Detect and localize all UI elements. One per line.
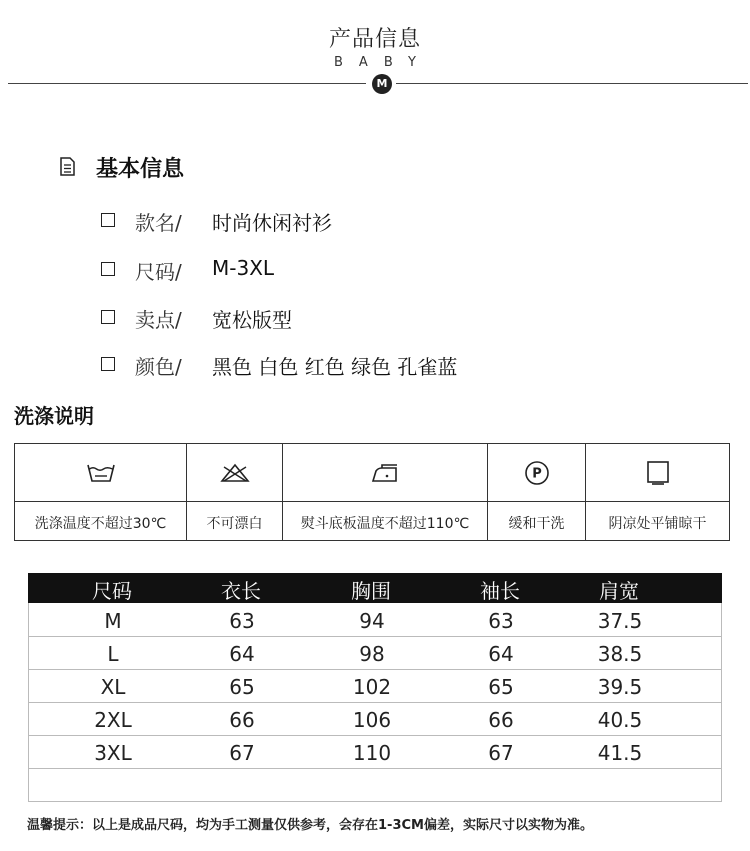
footnote: 温馨提示：以上是成品尺码，均为手工测量仅供参考，会存在1-3CM偏差，实际尺寸以实物为准。 <box>27 818 593 833</box>
table-cell: 38.5 <box>597 642 643 666</box>
checkbox-icon <box>101 310 115 324</box>
table-cell: 65 <box>229 675 255 699</box>
header-cell: 衣长 <box>221 579 261 603</box>
header-divider-left <box>8 83 366 84</box>
care-text: 洗涤温度不超过30℃ <box>34 516 167 532</box>
info-value: M-3XL <box>212 256 275 280</box>
table-cell: 2XL <box>94 708 132 732</box>
dry-clean-p-icon <box>488 456 585 490</box>
care-text: 熨斗底板温度不超过110℃ <box>300 516 470 532</box>
table-row <box>29 704 721 736</box>
table-cell: 66 <box>488 708 514 732</box>
header-cell: 袖长 <box>480 579 520 603</box>
table-cell: 41.5 <box>597 741 643 765</box>
table-row <box>29 671 721 703</box>
header-divider-right <box>396 83 748 84</box>
table-cell: 102 <box>352 675 392 699</box>
care-cell <box>15 444 187 540</box>
header-cell: 胸围 <box>351 579 391 603</box>
table-cell: XL <box>100 675 126 699</box>
table-cell: 110 <box>352 741 392 765</box>
table-cell: 37.5 <box>597 609 643 633</box>
table-cell: 66 <box>229 708 255 732</box>
table-cell: M <box>104 609 122 633</box>
size-table-header <box>28 573 722 603</box>
iron-icon <box>283 456 487 490</box>
care-cell <box>283 444 488 540</box>
header-cell: 肩宽 <box>599 579 639 603</box>
table-cell: 40.5 <box>597 708 643 732</box>
care-cell <box>488 444 586 540</box>
table-cell: 106 <box>352 708 392 732</box>
m-badge-icon: M <box>372 74 392 94</box>
care-text: 缓和干洗 <box>508 516 565 532</box>
table-cell: 63 <box>488 609 514 633</box>
no-bleach-icon <box>187 456 282 490</box>
table-row <box>29 737 721 769</box>
table-row <box>29 605 721 637</box>
table-cell: 65 <box>488 675 514 699</box>
checkbox-icon <box>101 357 115 371</box>
table-cell: 98 <box>359 642 385 666</box>
table-cell: 94 <box>359 609 385 633</box>
care-text: 不可漂白 <box>206 516 263 532</box>
info-value: 宽松版型 <box>212 308 292 332</box>
checkbox-icon <box>101 213 115 227</box>
info-label: 尺码/ <box>135 260 182 284</box>
table-cell: 64 <box>229 642 255 666</box>
care-cell <box>187 444 283 540</box>
table-cell: L <box>107 642 119 666</box>
care-table <box>14 443 730 541</box>
line-dry-shade-icon <box>586 456 729 490</box>
table-cell: 39.5 <box>597 675 643 699</box>
info-value: 时尚休闲衬衫 <box>212 211 332 235</box>
document-icon <box>60 157 75 176</box>
table-cell: 67 <box>229 741 255 765</box>
washing-title: 洗涤说明 <box>14 404 94 428</box>
size-table <box>28 573 722 802</box>
care-text: 阴凉处平铺晾干 <box>608 516 707 532</box>
info-label: 款名/ <box>135 211 182 235</box>
wash-30-icon <box>15 456 186 490</box>
info-label: 卖点/ <box>135 308 182 332</box>
info-label: 颜色/ <box>135 355 182 379</box>
header-cell: 尺码 <box>92 579 132 603</box>
table-cell: 64 <box>488 642 514 666</box>
info-value: 黑色 白色 红色 绿色 孔雀蓝 <box>212 355 458 379</box>
checkbox-icon <box>101 262 115 276</box>
table-cell: 3XL <box>94 741 132 765</box>
page-subtitle: BABY <box>334 55 432 70</box>
svg-text:P: P <box>531 466 542 482</box>
table-cell: 63 <box>229 609 255 633</box>
table-row <box>29 638 721 670</box>
basic-info-title: 基本信息 <box>96 157 185 182</box>
page-title: 产品信息 <box>328 27 421 52</box>
table-cell: 67 <box>488 741 514 765</box>
care-cell <box>586 444 729 540</box>
